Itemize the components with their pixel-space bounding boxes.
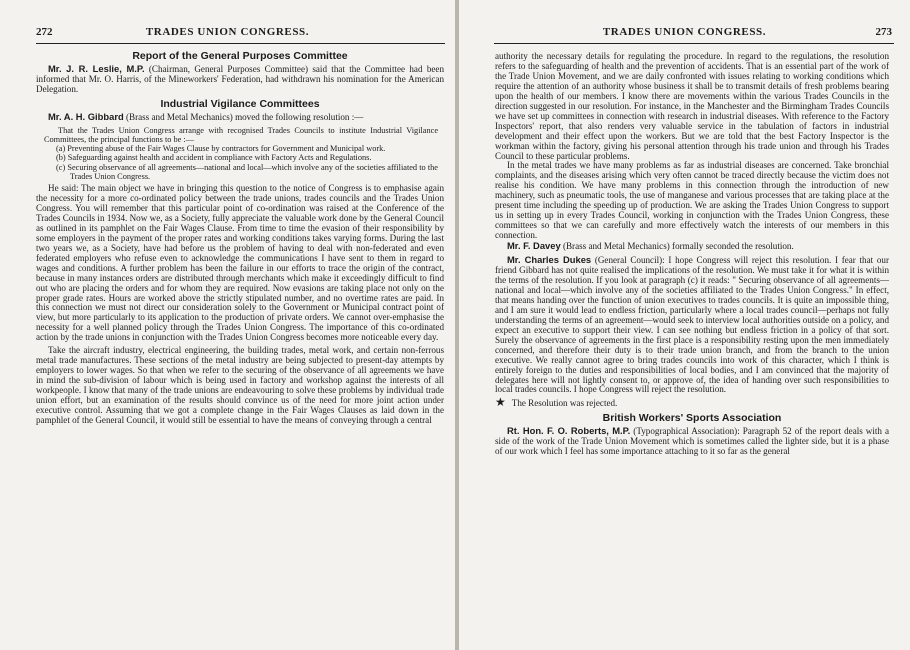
resolution-rejected — [495, 395, 889, 410]
heading-sports-association: British Workers' Sports Association — [602, 412, 782, 425]
left-running-title: TRADES UNION CONGRESS. — [145, 26, 310, 38]
right-running-title: TRADES UNION CONGRESS. — [602, 26, 767, 38]
resolution-rejected-text: The Resolution was rejected. — [511, 398, 618, 409]
speaker-leslie: Mr. J. R. Leslie, M.P. — [48, 63, 145, 74]
paragraph-leslie — [36, 64, 444, 95]
left-page-number: 272 — [36, 26, 53, 38]
resolution-block — [36, 126, 444, 181]
paragraph-gibbard-motion — [36, 112, 444, 123]
resolution-item-a: (a) Preventing abuse of the Fair Wages Clause by contractors for Government and Municipal work. — [56, 144, 386, 154]
right-running-head — [459, 26, 910, 42]
left-header-rule — [36, 43, 445, 44]
paragraph-roberts — [495, 426, 889, 457]
paragraph-gibbard-speech-1: He said: The main object we have in bringing this question to the notice of Congress is to emphasise again the necessity for a more co-ordinated policy between the trade unions, trades councils and the Trades Union Congress. You will remember that this particular point of co-ordination was raised at the Conference of the Trades Councils in 1934. Now we, as a Society, fully appreciate the valuable work done by the General Council as outlined in its pamphlet on the Fair Wages Clause. From time to time the evasion of their responsibility by some employers in the payment of the proper rates and working conditions takes varying forms. During the last two years we, as a Society, have had before us the problem of having to deal with non-federated and even federated employers who refuse even to acknowledge the communications I have sent to them in regard to wages and conditions. A further problem has been the failure in our efforts to trace the origin of the contract, because in many instances orders are distributed through merchants which make it exceedingly difficult to find out who are placing the orders and for whom they are required. Now evasions are taking place not only on the proper grade rates. Hours are worked above the strictly stipulated number, and no overtime rates are paid. In this connection we must not direct our consideration solely to the Government or Municipal contract point of view, but more particularly to its application to the production of private orders. We cannot over-emphasise the necessity for a well planned policy through the Trades Union Congress. The importance of this co-ordinated action by the trade unions in conjunction with the Trades Union Congress becomes more noticeable every day. — [36, 183, 444, 343]
paragraph-gibbard-speech-3: authority the necessary details for regulating the procedure. In regard to the regulations, the resolution refers to the safeguarding of health and the prevention of accidents. That is an essential part of the work of the Trade Union Movement, and we are daily confronted with issues relating to working conditions which require the attention of an authority whose business it shall be to transmit details of fresh problems bearing upon the health of our members. I know there are movements within the various Trades Councils in the direction suggested in our resolution. For instance, in the Manchester and the Birmingham Trades Councils we have set up committees in connection with research in industrial diseases. With reference to the Factory Inspectors' report, that also renders very valuable service in the tabulation of factors in industrial development and their effect upon the workers. But we are told that the best Factory Inspector is the workman within the factory, giving his personal attention through his trade union and through his Trades Council to these particular problems. — [495, 51, 889, 161]
paragraph-davey — [495, 241, 889, 252]
right-body — [495, 52, 889, 457]
right-header-rule — [494, 43, 894, 44]
resolution-item-c: (c) Securing observance of all agreements—national and local—which involve any of the societies affiliated to the Trades Union Congress. — [56, 162, 438, 181]
paragraph-dukes-text: (General Council): I hope Congress will reject this resolution. I fear that our friend Gibbard has not quite realised the implications of the resolution. We must take it for what it is within the terms of the resolution. If you look at paragraph (c) it reads: " Securing observance of all agreements—national and local—which involve any of the societies affiliated to the Trades Union Congress." In effect, that means handing over the function of union executives to trades councils. It is quite an impossible thing, and I am sure it would lead to endless friction, particularly where a local trades council—perhaps not fully understanding the terms of an agreement—would seek to interview local authorities outside on a policy, and expect an executive to support their view. I can see nothing but endless friction in a policy of that sort. Surely the observance of agreements in the first place is a responsibility resting upon the men immediately concerned, and therefore their duty is to their trade union branch, and from the branch to the union executive. We really cannot agree to bring trades councils into work of this character, which I think is entirely foreign to the duties and responsibilities of local bodies, and I am convinced that the majority of delegates here will not lightly consent to, or approve of, the idea of handing over such responsibilities to local trades councils. I hope Congress will reject the resolution. — [495, 255, 889, 395]
left-running-head — [0, 26, 455, 42]
heading-vigilance-committees: Industrial Vigilance Committees — [160, 97, 320, 110]
resolution-item-b: (b) Safeguarding against health and accident in compliance with Factory Acts and Regulations. — [56, 153, 372, 163]
resolution-intro: That the Trades Union Congress arrange with recognised Trades Councils to institute Industrial Vigilance Committees, the principal functions to be :— — [44, 125, 438, 145]
paragraph-gibbard-speech-4: In the metal trades we have many problems as far as industrial diseases are concerned. Take bronchial complaints, and the diseases arising which very often cannot be traced directly because the victim does not realise his condition. We have many problems in this connection through the introduction of new machinery, such as pneumatic tools, the use of manganese and various processes that are taking place at the present time including the speeding up of production. We are asking the Trades Union Congress to support us in setting up in every Trades Council, working in conjunction with the Trades Union Congress, these committees so that we can carefully and more effectively watch the interests of our members in this connection. — [495, 160, 889, 241]
paragraph-gibbard-motion-text: (Brass and Metal Mechanics) moved the following resolution :— — [123, 111, 364, 122]
heading-general-purposes: Report of the General Purposes Committee — [132, 50, 348, 62]
paragraph-leslie-text: (Chairman, General Purposes Committee) said that the Committee had been informed that Mr. O. Harris, of the Mineworkers' Federation, had withdrawn his nomination for the American Delegation. — [36, 64, 444, 94]
left-body — [36, 50, 444, 426]
paragraph-roberts-text: (Typographical Association): Paragraph 52 of the report deals with a side of the work of the Trade Union Movement which is sometimes called the lighter side, but it is a phase of our work which I feel has some importance attaching to it so far as the general — [495, 426, 890, 457]
speaker-gibbard: Mr. A. H. Gibbard — [48, 110, 124, 122]
right-page — [459, 0, 910, 650]
speaker-roberts: Rt. Hon. F. O. Roberts, M.P. — [507, 425, 631, 437]
paragraph-davey-text: (Brass and Metal Mechanics) formally seconded the resolution. — [560, 241, 794, 252]
paragraph-dukes — [495, 255, 889, 395]
paragraph-gibbard-speech-2: Take the aircraft industry, electrical engineering, the building trades, metal work, and certain non-ferrous metal trade manufactures. These sections of the metal industry are being subjected to present-day attempts by employers to lower wages. So that when we refer to the securing of the observance of all agreements we have in mind the sub-division of labour which is being used in factory and workshop against the interests of all workpeople. I know that many of the trade unions are endeavouring to solve these problems by individual trade union effort, but an examination of the results should convince us of the need for more joint action under executive control. Assuming that we got a complete change in the Fair Wages Clauses as laid down in the pamphlet of the General Council, it would still be essential to have the means of conveying through a central — [36, 345, 444, 425]
star-icon: ★ — [495, 395, 506, 410]
speaker-dukes: Mr. Charles Dukes — [507, 254, 592, 266]
speaker-davey: Mr. F. Davey — [507, 240, 561, 252]
right-page-number: 273 — [875, 26, 892, 38]
